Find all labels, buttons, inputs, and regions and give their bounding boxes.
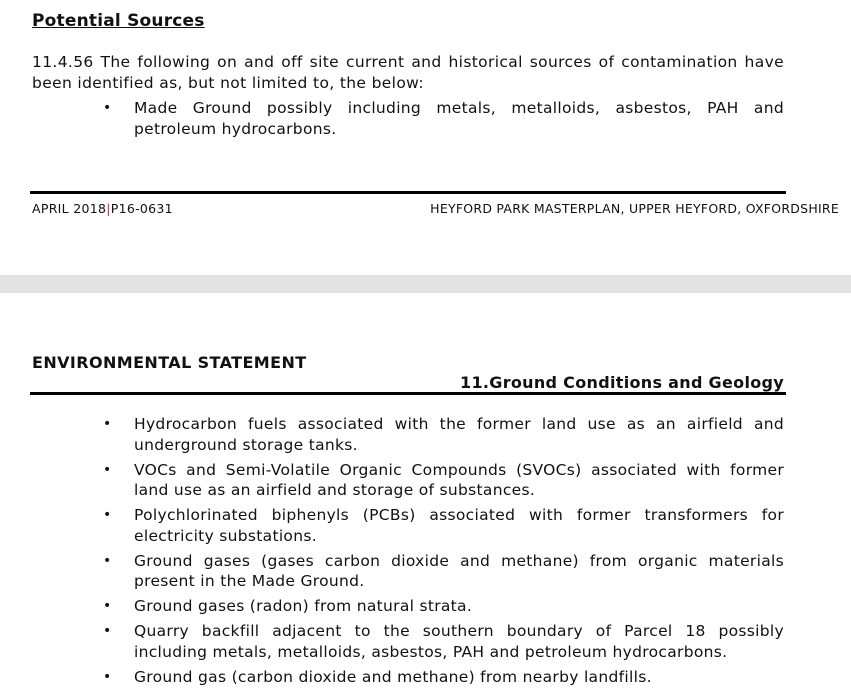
list-item-text: Polychlorinated biphenyls (PCBs) associated with former transformers for electricity substations. xyxy=(134,506,784,545)
list-item xyxy=(103,667,784,688)
list-item-text: Hydrocarbon fuels associated with the former land use as an airfield and underground storage tanks. xyxy=(134,415,784,454)
list-item-text: Made Ground possibly including metals, metalloids, asbestos, PAH and petroleum hydrocarbons. xyxy=(134,99,784,138)
document-title: ENVIRONMENTAL STATEMENT xyxy=(32,353,307,372)
bullet-icon: • xyxy=(103,100,112,116)
list-item-text: Ground gases (gases carbon dioxide and methane) from organic materials present in the Made Ground. xyxy=(134,551,784,591)
footer-separator: | xyxy=(106,201,111,216)
list-item xyxy=(103,414,784,455)
intro-paragraph: 11.4.56 The following on and off site current and historical sources of contamination have been identified as, but not limited to, the below: xyxy=(32,53,784,92)
list-item xyxy=(103,551,784,592)
header-rule xyxy=(30,392,786,395)
bullet-icon: • xyxy=(103,598,112,615)
list-item xyxy=(103,596,784,617)
bullet-icon: • xyxy=(103,416,112,432)
footer-project: HEYFORD PARK MASTERPLAN, UPPER HEYFORD, OXFORDSHIRE xyxy=(430,201,839,216)
bullet-icon: • xyxy=(103,669,112,686)
bullet-list-top xyxy=(103,98,784,139)
footer-rule xyxy=(30,191,786,194)
bullet-icon: • xyxy=(103,461,112,478)
footer-date: APRIL 2018 xyxy=(32,201,107,216)
page-separator xyxy=(0,275,851,293)
section-heading: Potential Sources xyxy=(32,11,205,31)
list-item-text: Quarry backfill adjacent to the southern boundary of Parcel 18 possibly including metals, metalloids, asbestos, PAH and petroleum hydrocarbons. xyxy=(134,622,784,661)
bullet-list-main xyxy=(103,414,784,692)
list-item xyxy=(103,505,784,546)
list-item xyxy=(103,621,784,662)
list-item xyxy=(103,460,784,501)
footer-date-ref xyxy=(32,201,173,216)
bullet-icon: • xyxy=(103,507,112,524)
bullet-icon: • xyxy=(103,552,112,569)
footer-ref: P16-0631 xyxy=(110,201,173,216)
page-upper xyxy=(0,0,851,275)
list-item xyxy=(103,98,784,139)
chapter-title: 11.Ground Conditions and Geology xyxy=(460,373,784,392)
bullet-icon: • xyxy=(103,623,112,640)
list-item-text: Ground gases (radon) from natural strata. xyxy=(134,597,473,616)
list-item-text: Ground gas (carbon dioxide and methane) from nearby landfills. xyxy=(134,668,652,687)
list-item-text: VOCs and Semi-Volatile Organic Compounds (SVOCs) associated with former land use as an airfield and storage of substances. xyxy=(134,460,784,500)
